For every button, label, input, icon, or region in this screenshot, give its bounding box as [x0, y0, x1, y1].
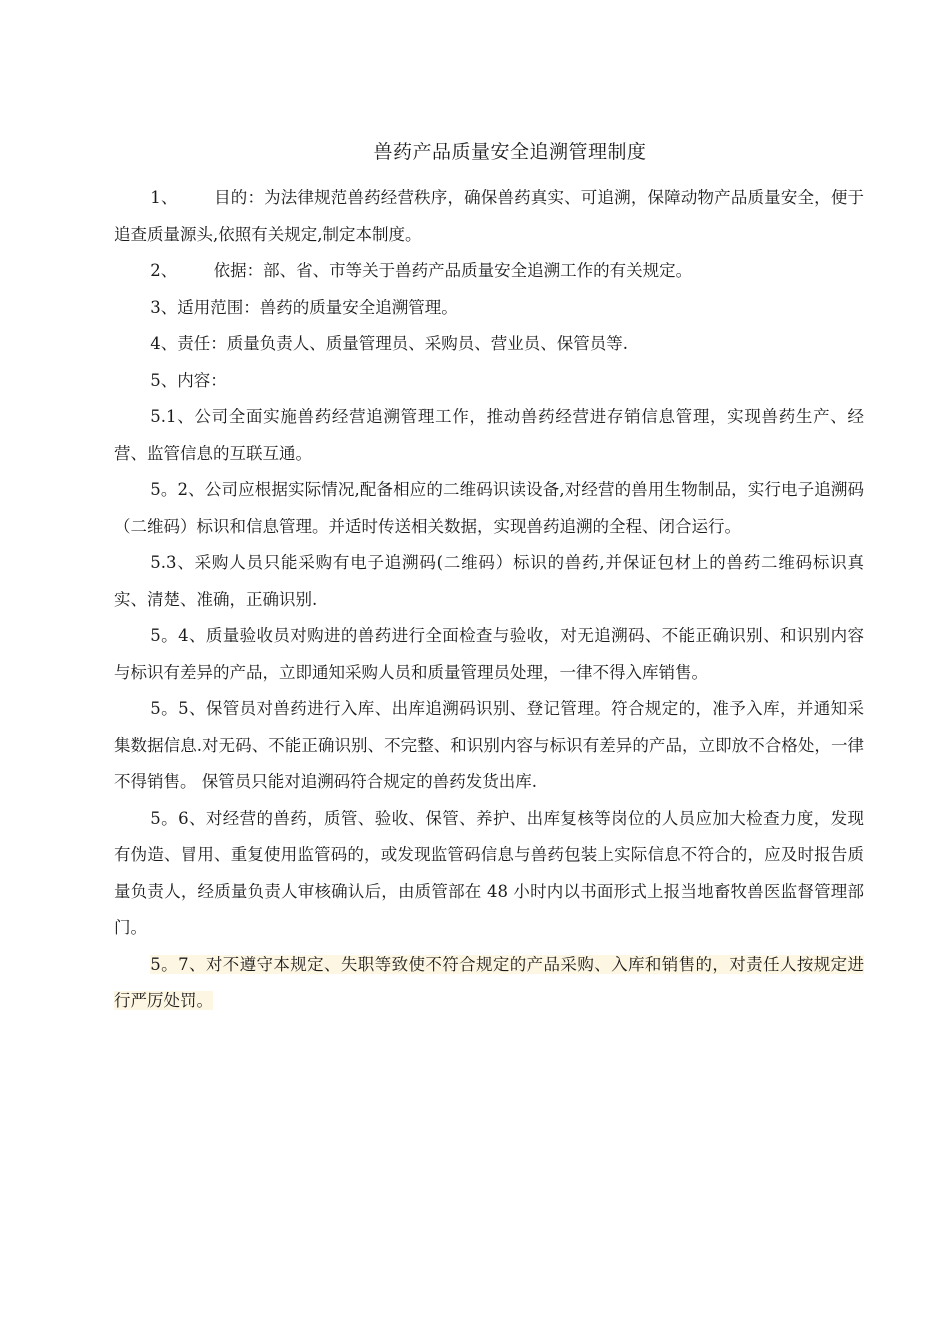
paragraph-5-5: 5。5、保管员对兽药进行入库、出库追溯码识别、登记管理。符合规定的，准予入库，并通知采集数据信息.对无码、不能正确识别、不完整、和识别内容与标识有差异的产品，立即放不合格处，一律不得销售。 保管员只能对追溯码符合规定的兽药发货出库. — [114, 699, 864, 791]
paragraph-5-1: 5.1、公司全面实施兽药经营追溯管理工作，推动兽药经营进存销信息管理，实现兽药生产、经营、监管信息的互联互通。 — [114, 407, 864, 463]
paragraph-5-3: 5.3、采购人员只能采购有电子追溯码(二维码）标识的兽药,并保证包材上的兽药二维码标识真实、清楚、准确，正确识别. — [114, 553, 864, 609]
paragraph-5-7 — [114, 947, 864, 1020]
paragraph-responsibility: 4、责任：质量负责人、质量管理员、采购员、营业员、保管员等. — [150, 334, 629, 353]
paragraph-5-4: 5。4、质量验收员对购进的兽药进行全面检查与验收，对无追溯码、不能正确识别、和识别内容与标识有差异的产品，立即通知采购人员和质量管理员处理，一律不得入库销售。 — [114, 626, 864, 682]
paragraph-text: 目的：为法律规范兽药经营秩序，确保兽药真实、可追溯，保障动物产品质量安全，便于追查质量源头,依照有关规定,制定本制度。 — [114, 188, 865, 244]
paragraph-content-heading: 5、内容： — [150, 370, 227, 390]
paragraph-purpose — [114, 180, 864, 253]
paragraph-5-6: 5。6、对经营的兽药，质管、验收、保管、养护、出库复核等岗位的人员应加大检查力度，发现有伪造、冒用、重复使用监管码的，或发现监管码信息与兽药包装上实际信息不符合的，应及时报告质量负责人，经质量负责人审核确认后，由质管部在 48 小时内以书面形式上报当地畜牧兽医监督管理部门。 — [114, 808, 864, 937]
paragraph-text: 依据：部、省、市等关于兽药产品质量安全追溯工作的有关规定。 — [213, 261, 693, 280]
paragraph-number: 2、 — [150, 261, 178, 280]
paragraph-basis — [114, 253, 864, 290]
highlighted-text: 5。7、对不遵守本规定、失职等致使不符合规定的产品采购、入库和销售的，对责任人按规定进行严厉处罚。 — [114, 954, 864, 1010]
document-title: 兽药产品质量安全追溯管理制度 — [373, 141, 647, 163]
document-body — [114, 180, 864, 1020]
paragraph-scope: 3、适用范围：兽药的质量安全追溯管理。 — [150, 297, 458, 317]
paragraph-number: 1、 — [150, 188, 178, 207]
paragraph-5-2: 5。2、公司应根据实际情况,配备相应的二维码识读设备,对经营的兽用生物制品，实行电子追溯码（二维码）标识和信息管理。并适时传送相关数据，实现兽药追溯的全程、闭合运行。 — [114, 480, 864, 536]
